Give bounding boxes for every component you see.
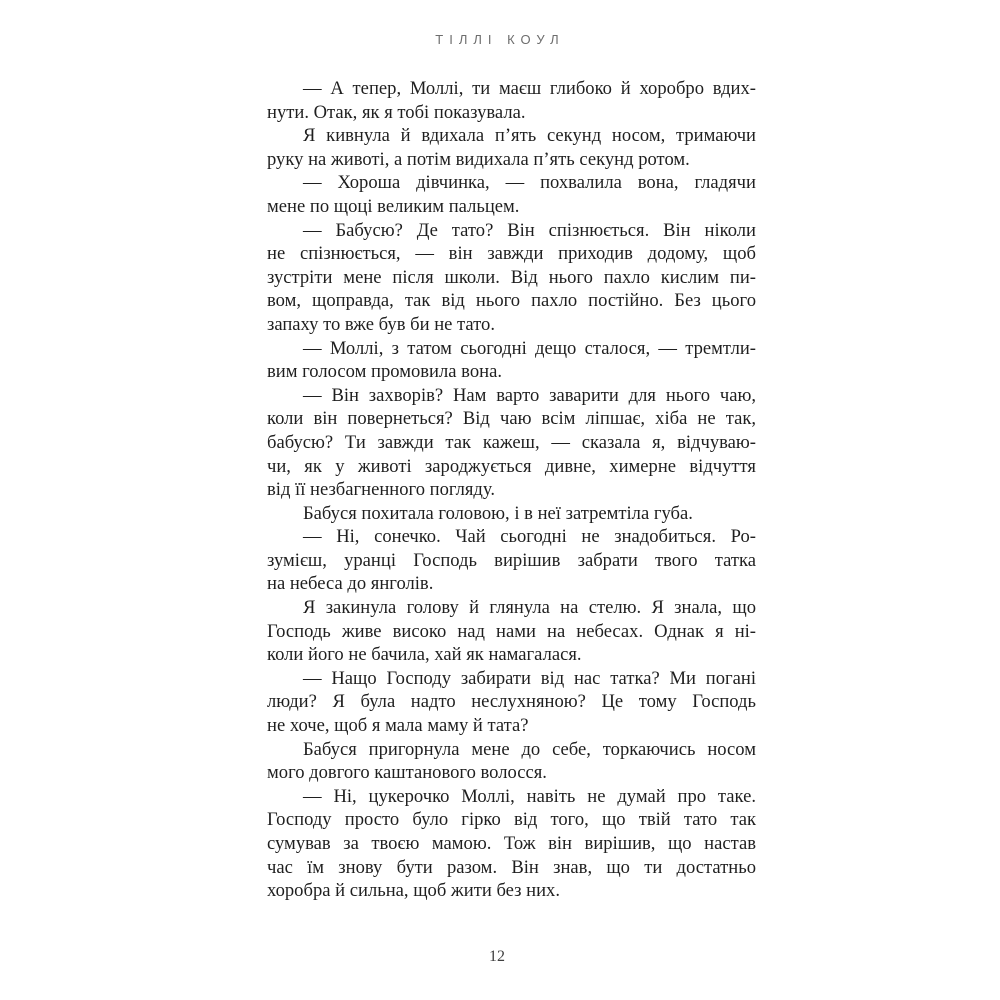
paragraph [267,502,756,526]
text-line: — Ні, сонечко. Чай сьогодні не знадобиться. Ро- [303,526,756,548]
text-line: Господь живе високо над нами на небесах. Однак я ні- [267,620,756,642]
text-line: чи, як у животі зароджується дивне, химерне відчуття [267,455,756,477]
page-number: 12 [489,948,505,965]
paragraph [267,738,756,785]
text-line: — Хороша дівчинка, — похвалила вона, гладячи [303,172,756,194]
running-header: ТІЛЛІ КОУЛ [435,32,565,47]
text-line: коли він повернеться? Від чаю всім ліпшає, хіба не так, [267,408,756,430]
paragraph [267,596,756,667]
paragraph [267,337,756,384]
paragraph [267,171,756,218]
text-line: руку на животі, а потім видихала п’ять секунд ротом. [267,148,690,170]
paragraph [267,384,756,502]
text-line: — Нащо Господу забирати від нас татка? Ми погані [303,667,756,689]
text-line: зустріти мене після школи. Від нього пахло кислим пи- [267,266,756,288]
text-line: хоробра й сильна, щоб жити без них. [267,880,560,902]
text-line: мене по щоці великим пальцем. [267,195,520,217]
text-block [267,77,756,903]
paragraph [267,525,756,596]
text-line: Бабуся пригорнула мене до себе, торкаючись носом [303,738,756,760]
text-line: не спізнюється, — він завжди приходив додому, щоб [267,243,756,265]
text-line: нути. Отак, як я тобі показувала. [267,101,526,123]
text-line: на небеса до янголів. [267,573,434,595]
text-line: не хоче, щоб я мала маму й тата? [267,715,529,737]
text-line: від її незбагненного погляду. [267,479,495,501]
text-line: вом, щоправда, так від нього пахло постійно. Без цього [267,290,756,312]
text-line: Я закинула голову й глянула на стелю. Я знала, що [303,597,756,619]
text-line: бабусю? Ти завжди так кажеш, — сказала я, відчуваю- [267,431,756,453]
paragraph [267,219,756,337]
text-line: сумував за твоєю мамою. Тож він вирішив, що настав [267,833,756,854]
text-line: — Бабусю? Де тато? Він спізнюється. Він ніколи [303,219,756,241]
text-line: люди? Я була надто неслухняною? Це тому Господь [267,691,756,713]
text-line: — Ні, цукерочко Моллі, навіть не думай про таке. [303,785,756,807]
text-line: зумієш, уранці Господь вирішив забрати твого татка [267,549,756,571]
text-line: Бабуся похитала головою, і в неї затремтіла губа. [303,502,693,524]
paragraph [267,667,756,738]
paragraph [267,124,756,171]
paragraph [267,785,756,903]
text-line: мого довгого каштанового волосся. [267,762,547,784]
text-line: — А тепер, Моллі, ти маєш глибоко й хоробро вдих- [303,78,756,99]
text-line: — Він захворів? Нам варто заварити для нього чаю, [303,384,756,406]
text-line: — Моллі, з татом сьогодні дещо сталося, — тремтли- [303,337,756,359]
text-line: коли його не бачила, хай як намагалася. [267,644,582,666]
text-line: запаху то вже був би не тато. [267,313,495,335]
paragraph [267,77,756,124]
text-line: Господу просто було гірко від того, що твій тато так [267,809,756,831]
text-line: Я кивнула й вдихала п’ять секунд носом, тримаючи [303,125,756,147]
text-line: час їм знову бути разом. Він знав, що ти достатньо [267,856,756,878]
text-line: вим голосом промовила вона. [267,361,502,383]
